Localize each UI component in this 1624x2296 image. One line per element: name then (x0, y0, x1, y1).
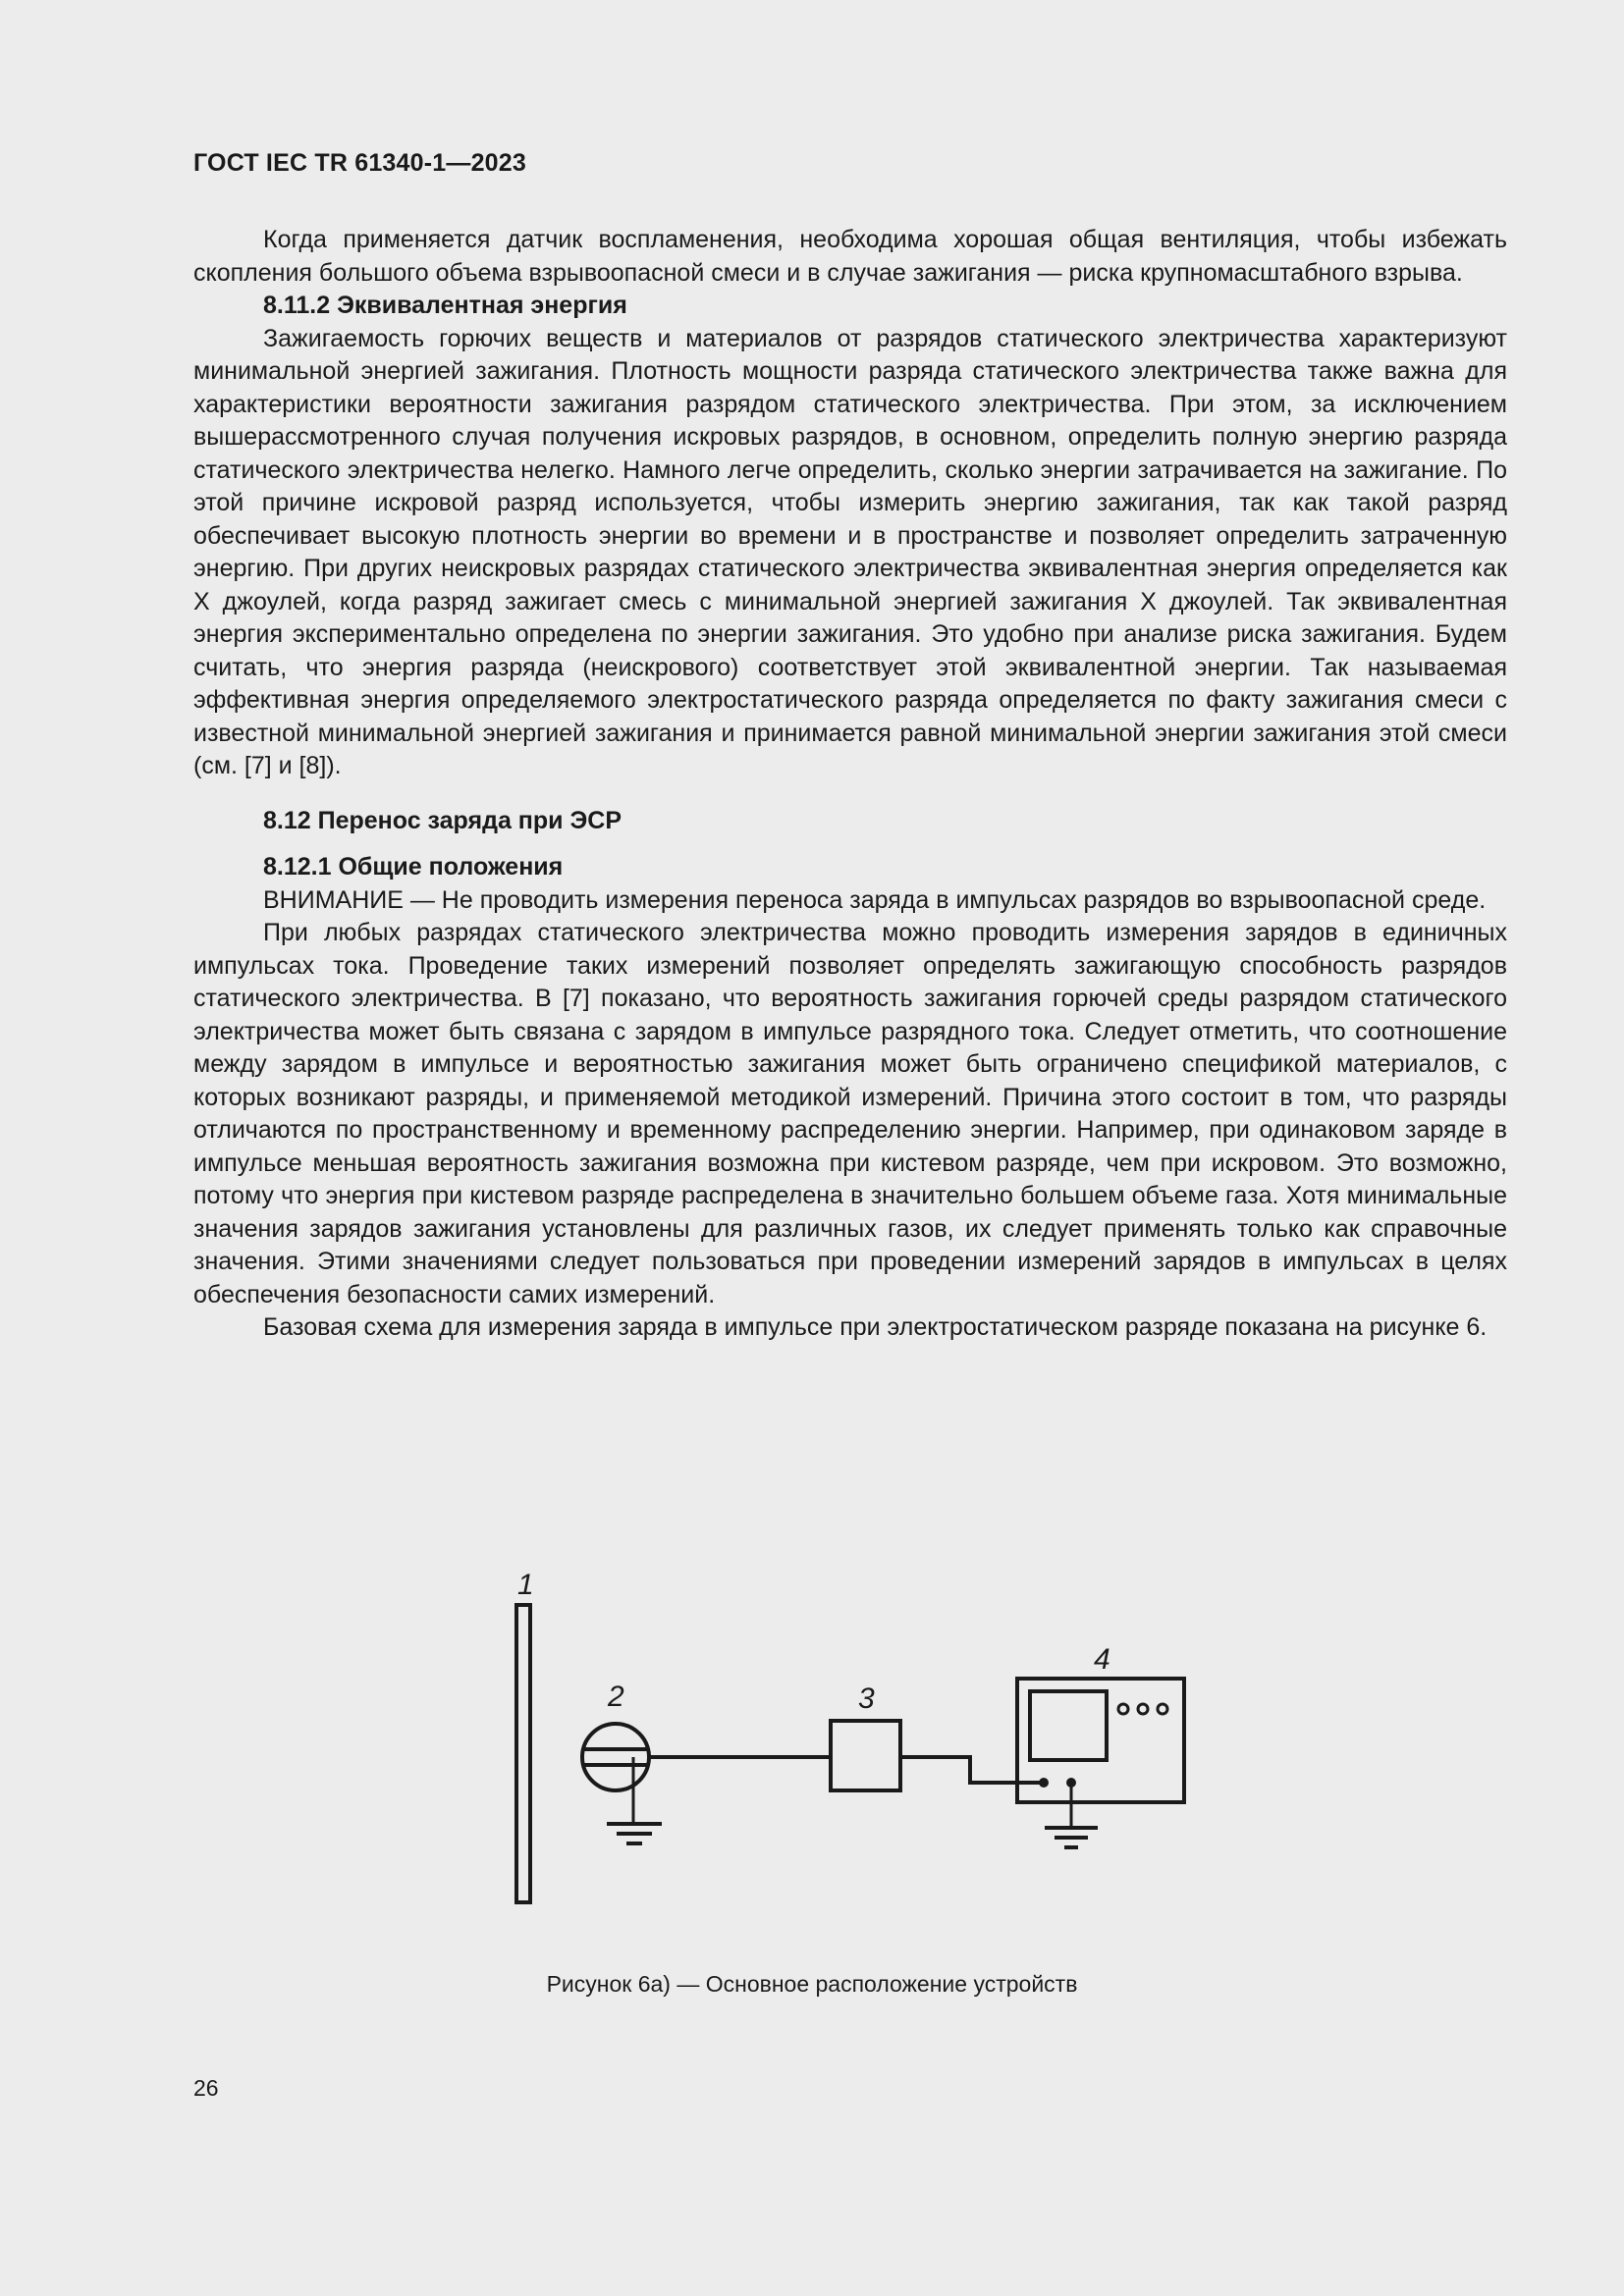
figure-label-4: 4 (1094, 1643, 1110, 1676)
paragraph-figure-reference: Базовая схема для измерения заряда в импульсе при электростатическом разряде показана на рисунке 6. (263, 1313, 1488, 1341)
figure-label-3: 3 (858, 1682, 875, 1715)
warning-paragraph: ВНИМАНИЕ — Не проводить измерения переноса заряда в импульсах разрядов во взрывоопасной среде. (263, 885, 1487, 914)
probe-symbol (582, 1724, 649, 1790)
oscilloscope-screen (1030, 1691, 1107, 1760)
integrator-box (831, 1721, 900, 1790)
figure-label-2: 2 (608, 1681, 624, 1713)
body-text (193, 224, 1507, 1345)
section-8-11-2-title: 8.11.2 Эквивалентная энергия (263, 292, 627, 319)
electrode-plate (516, 1605, 530, 1902)
document-header: ГОСТ IEC TR 61340-1—2023 (193, 149, 526, 177)
paragraph-equivalent-energy: Зажигаемость горючих веществ и материалов от разрядов статического электричества характеризуют минимальной энергией зажигания. Плотность мощности разряда статического электричества также важна для характеристики вероятности зажигания разрядом статического электричества. При этом, за исключением вышерассмотренного случая получения искровых разрядов, в основном, определить полную энергию разряда статического электричества нелегко. Намного легче определить, сколько энергии затрачивается на зажигание. По этой причине искровой разряд используется, чтобы измерить энергию зажигания, так как такой разряд обеспечивает высокую плотность энергии во времени и в пространстве и позволяет определить затраченную энергию. При других неискровых разрядах статического электричества эквивалентная энергия определяется как Х джоулей, когда разряд зажигает смесь с минимальной энергией зажигания Х джоулей. Так эквивалентная энергия экспериментально определена по энергии зажигания. Это удобно при анализе риска зажигания. Будем считать, что энергия разряда (неискрового) соответствует этой эквивалентной энергии. Так называемая эффективная энергия определяемого электростатического разряда определяется по факту зажигания смеси с известной минимальной энергией зажигания и принимается равной минимальной энергии зажигания этой смеси (см. [7] и [8]). (193, 324, 1507, 779)
paragraph-intro: Когда применяется датчик воспламенения, необходима хорошая общая вентиляция, чтобы избежать скопления большого объема взрывоопасной смеси и в случае зажигания — риска крупномасштабного взрыва. (193, 226, 1507, 287)
figure-caption: Рисунок 6а) — Основное расположение устройств (546, 1971, 1078, 1997)
section-8-12-1-title: 8.12.1 Общие положения (263, 853, 564, 881)
figure-6a-diagram (491, 1561, 1218, 1924)
section-8-12-title: 8.12 Перенос заряда при ЭСР (263, 806, 622, 834)
page-number: 26 (193, 2075, 219, 2101)
figure-label-1: 1 (517, 1569, 534, 1601)
paragraph-measurement: При любых разрядах статического электричества можно проводить измерения зарядов в единичных импульсах тока. Проведение таких измерений позволяет определять зажигающую способность разрядов статического электричества. В [7] показано, что вероятность зажигания горючей среды разрядом статического электричества может быть связана с зарядом в импульсе разрядного тока. Следует отметить, что соотношение между зарядом в импульсе и вероятностью зажигания может быть ограничено спецификой материалов, с которых возникают разряды, и применяемой методикой измерений. Причина этого состоит в том, что разряды отличаются по пространственному и временному распределению энергии. Например, при одинаковом заряде в импульсе меньшая вероятность зажигания возможна при кистевом разряде, чем при искровом. Это возможно, потому что энергия при кистевом разряде распределена в значительно большем объеме газа. Хотя минимальные значения зарядов зажигания установлены для различных газов, их следует применять только как справочные значения. Этими значениями следует пользоваться при проведении измерений зарядов в импульсах в целях обеспечения безопасности самих измерений. (193, 919, 1507, 1308)
